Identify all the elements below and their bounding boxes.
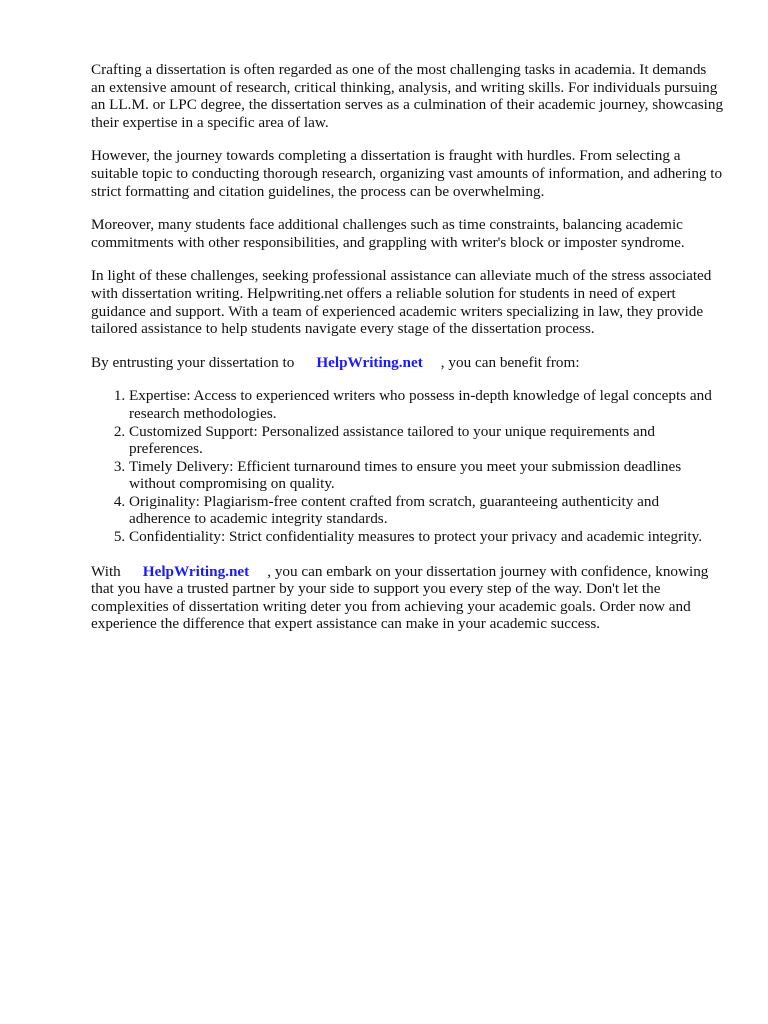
list-item: 4. Originality: Plagiarism-free content crafted from scratch, guaranteeing authenticity and adherence to academic integrity standards.: [129, 493, 724, 528]
entrust-paragraph: [91, 354, 724, 372]
hurdles-paragraph: However, the journey towards completing a dissertation is fraught with hurdles. From selecting a suitable topic to conducting thorough research, organizing vast amounts of information, and adhering to strict formatting and citation guidelines, the process can be overwhelming.: [91, 147, 723, 200]
entrust-suffix: , you can benefit from:: [440, 353, 580, 371]
entrust-prefix: By entrusting your dissertation to: [91, 353, 295, 371]
list-item: 3. Timely Delivery: Efficient turnaround times to ensure you meet your submission deadlines without compromising on quality.: [129, 458, 724, 493]
helpwriting-link[interactable]: HelpWriting.net: [316, 353, 423, 371]
list-item: 1. Expertise: Access to experienced writers who possess in-depth knowledge of legal concepts and research methodologies.: [129, 387, 724, 422]
helpwriting-link[interactable]: HelpWriting.net: [142, 562, 250, 580]
benefits-list: [91, 387, 724, 545]
intro-paragraph: Crafting a dissertation is often regarded as one of the most challenging tasks in academia. It demands an extensive amount of research, critical thinking, analysis, and writing skills. For individuals pursuing an LL.M. or LPC degree, the dissertation serves as a culmination of their academic journey, showcasing their expertise in a specific area of law.: [91, 61, 724, 131]
list-item: 2. Customized Support: Personalized assistance tailored to your unique requirements and preferences.: [129, 423, 724, 458]
assistance-paragraph: In light of these challenges, seeking professional assistance can alleviate much of the stress associated with dissertation writing. Helpwriting.net offers a reliable solution for students in need of expert guidance and support. With a team of experienced academic writers specializing in law, they provide tailored assistance to help students navigate every stage of the dissertation process.: [91, 267, 712, 338]
challenges-paragraph: Moreover, many students face additional challenges such as time constraints, balancing academic commitments with other responsibilities, and grappling with writer's block or imposter syndrome.: [91, 216, 685, 251]
closing-prefix: With: [91, 562, 121, 580]
list-item: 5. Confidentiality: Strict confidentiality measures to protect your privacy and academic integrity.: [129, 528, 724, 546]
closing-paragraph: [91, 563, 724, 633]
closing-suffix: , you can embark on your dissertation journey with confidence, knowing that you have a trusted partner by your side to support you every step of the way. Don't let the complexities of dissertation writing deter you from achieving your academic goals. Order now and experience the difference that expert assistance can make in your academic success.: [91, 562, 709, 633]
